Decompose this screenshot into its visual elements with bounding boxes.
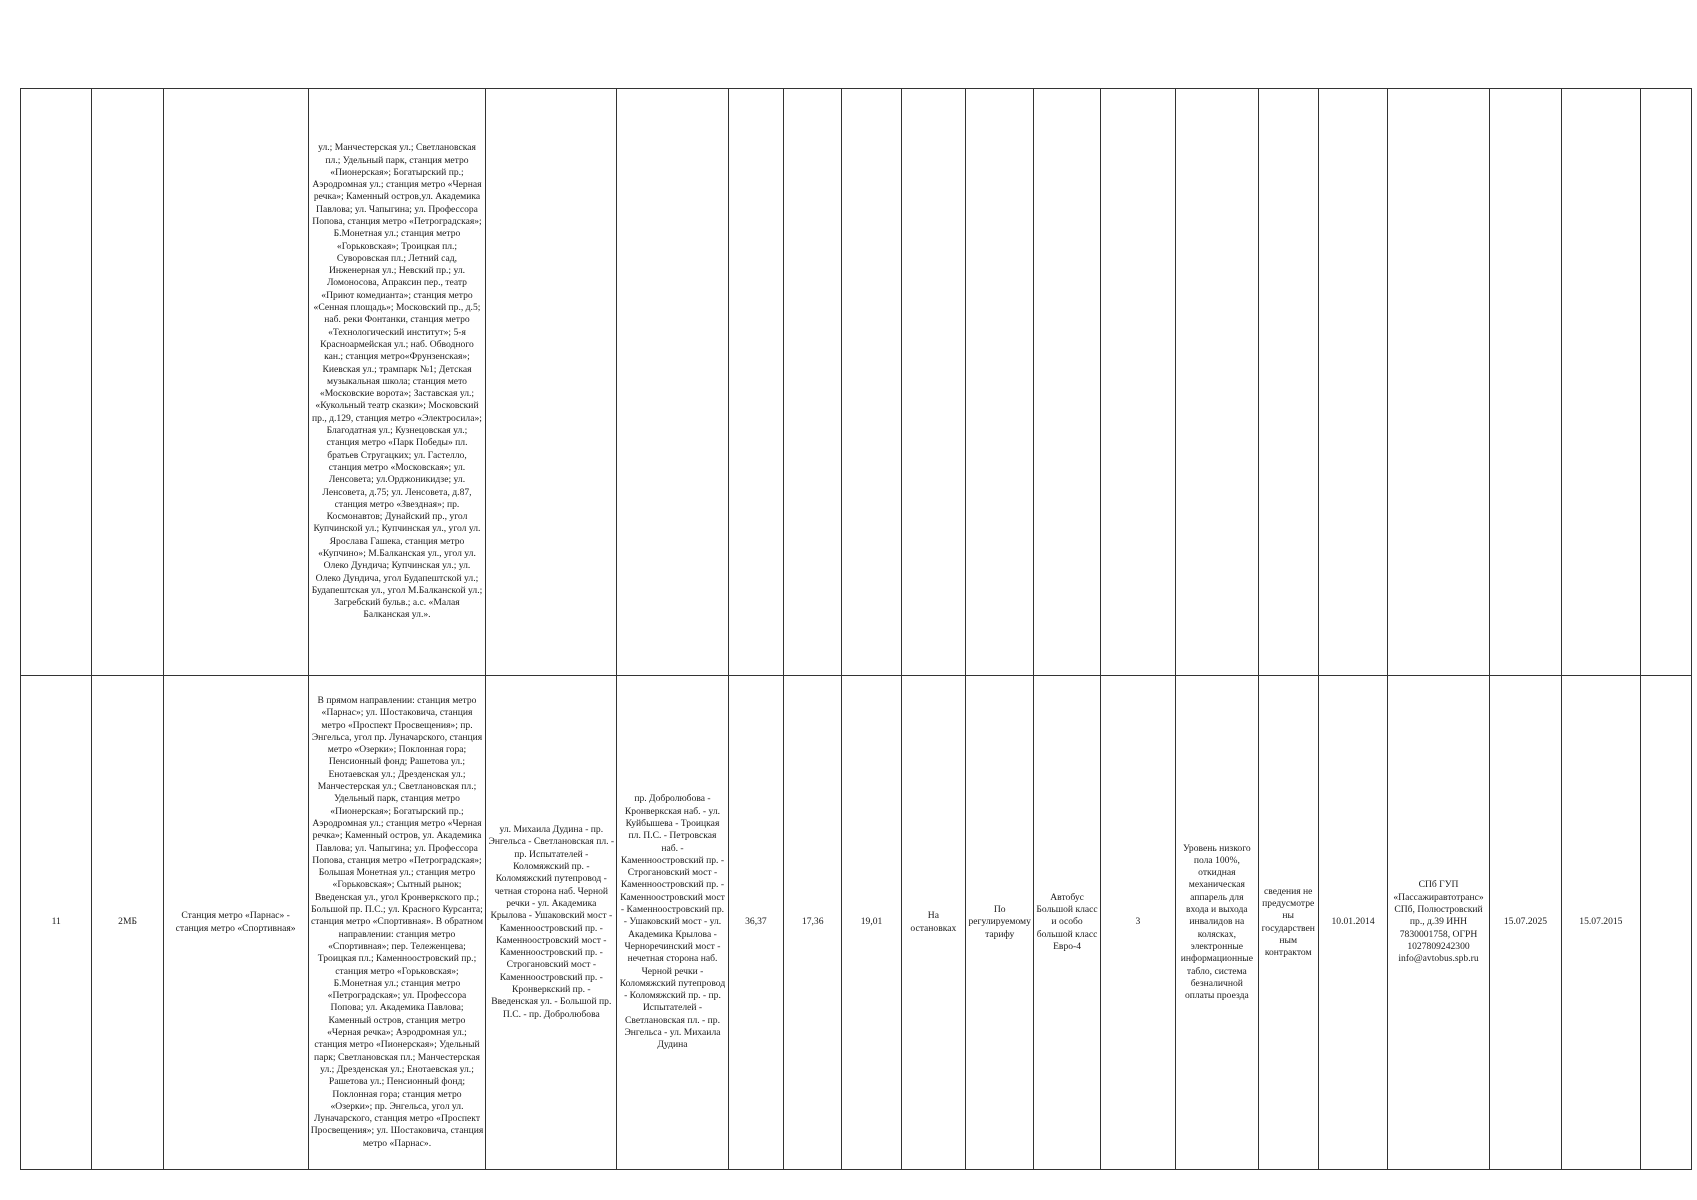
cell-vehicle: Автобус Большой класс и особо большой класс Евро-4 [1034, 676, 1100, 1170]
cell-note [1640, 676, 1691, 1170]
cell-length-total [842, 89, 901, 676]
cell-date1: 15.07.2025 [1489, 676, 1561, 1170]
cell-extra: сведения не предусмотрены государственным контрактом [1258, 676, 1318, 1170]
cell-num: 11 [21, 676, 92, 1170]
cell-streets-forward: ул. Михаила Дудина - пр. Энгельса - Светлановская пл. - пр. Испытателей - Коломяжский пр. - Коломяжский путепровод - четная сторона наб. Черной речки - ул. Академика Крылова - Ушаковский мост - Каменноостровский пр. - Каменноостровский мост - Каменноостровский пр. - Строгановский мост - Каменноостровский пр. - Кронверкский пр. - Введенская ул. - Большой пр. П.С. - пр. Добролюбова [486, 676, 617, 1170]
cell-date2 [1562, 89, 1640, 676]
cell-streets-forward [486, 89, 617, 676]
cell-extra [1258, 89, 1318, 676]
cell-length-forward: 36,37 [728, 676, 783, 1170]
cell-streets-back: пр. Добролюбова - Кронверкская наб. - ул. Куйбышева - Троицкая пл. П.С. - Петровская наб. - Каменноостровский пр. - Строгановский мост - Каменноостровский пр. - Каменноостровский мост - Каменноостровский пр. - Ушаковский мост - ул. Академика Крылова - Черноречинский мост - нечетная сторона наб. Черной речки - Коломяжский путепровод - Коломяжский пр. - пр. Испытателей - Светлановская пл. - пр. Энгельса - ул. Михаила Дудина [617, 676, 729, 1170]
table-row [21, 89, 1692, 676]
cell-length-back [784, 89, 842, 676]
cell-route [92, 89, 163, 676]
cell-start-date [1318, 89, 1387, 676]
cell-note [1640, 89, 1691, 676]
cell-streets-back [617, 89, 729, 676]
cell-length-forward [728, 89, 783, 676]
cell-carrier: СПб ГУП «Пассажиравтотранс» СПб, Полюстровский пр., д.39 ИНН 7830001758, ОГРН 1027809242300 info@avtobus.spb.ru [1388, 676, 1490, 1170]
cell-length-back: 17,36 [784, 676, 842, 1170]
cell-start-date: 10.01.2014 [1318, 676, 1387, 1170]
cell-stop-order [901, 89, 965, 676]
cell-characteristics: Уровень низкого пола 100%, откидная механическая аппарель для входа и выхода инвалидов на колясках, электронные информационные табло, система безналичной оплаты проезда [1176, 676, 1258, 1170]
cell-name [163, 89, 308, 676]
cell-carrier [1388, 89, 1490, 676]
cell-stops: ул.; Манчестерская ул.; Светлановская пл.; Удельный парк, станция метро «Пионерская»; Богатырский пр.; Аэродромная ул.; станция метро «Черная речка»; Каменный остров,ул. Академика Павлова; ул. Чапыгина; ул. Профессора Попова, станция метро «Петроградская»; Б.Монетная ул.; станция метро «Горьковская»; Троицкая пл.; Суворовская пл.; Летний сад, Инженерная ул.; Невский пр.; ул. Ломоносова, Апраксин пер., театр «Приют комедианта»; станция метро «Сенная площадь»; Московский пр., д.5; наб. реки Фонтанки, станция метро «Технологический институт»; 5-я Красноармейская ул.; наб. Обводного кан.; станция метро«Фрунзенская»; Киевская ул.; трампарк №1; Детская музыкальная школа; станция мето «Московские ворота»; Заставская ул.; «Кукольный театр сказки»; Московский пр., д.129, станция метро «Электросила»; Благодатная ул.; Кузнецовская ул.; станция метро «Парк Победы» пл. братьев Стругацких; ул. Гастелло, станция метро «Московская»; ул. Ленсовета; ул.Орджоникидзе; ул. Ленсовета, д.75; ул. Ленсовета, д.87, станция метро «Звездная»; пр. Космонавтов; Дунайский пр., угол Купчинской ул.; Купчинская ул., угол ул. Ярослава Гашека, станция метро «Купчино»; М.Балканская ул., угол ул. Олеко Дундича; Купчинская ул.; ул. Олеко Дундича, угол Будапештской ул.; Будапештская ул., угол М.Балканской ул.; Загребский бульв.; а.с. «Малая Балканская ул.». [308, 89, 486, 676]
cell-route: 2МБ [92, 676, 163, 1170]
cell-count: 3 [1100, 676, 1175, 1170]
cell-stop-order: На остановках [901, 676, 965, 1170]
cell-count [1100, 89, 1175, 676]
cell-length-total: 19,01 [842, 676, 901, 1170]
cell-fare [966, 89, 1034, 676]
cell-num [21, 89, 92, 676]
table-row [21, 676, 1692, 1170]
cell-characteristics [1176, 89, 1258, 676]
cell-date1 [1489, 89, 1561, 676]
cell-name: Станция метро «Парнас» - станция метро «Спортивная» [163, 676, 308, 1170]
cell-date2: 15.07.2015 [1562, 676, 1640, 1170]
cell-vehicle [1034, 89, 1100, 676]
cell-fare: По регулируемому тарифу [966, 676, 1034, 1170]
cell-stops: В прямом направлении: станция метро «Парнас»; ул. Шостаковича, станция метро «Проспект Просвещения»; пр. Энгельса, угол пр. Луначарского, станция метро «Озерки»; Поклонная гора; Пенсионный фонд; Рашетова ул.; Енотаевская ул.; Дрезденская ул.; Манчестерская ул.; Светлановская пл.; Удельный парк, станция метро «Пионерская»; Богатырский пр.; Аэродромная ул.; станция метро «Черная речка»; Каменный остров, ул. Академика Павлова; ул. Чапыгина; ул. Профессора Попова, станция метро «Петроградская»; Большая Монетная ул.; станция метро «Горьковская»; Сытный рынок; Введенская ул., угол Кронверкского пр.; Большой пр. П.С.; ул. Красного Курсанта; станция метро «Спортивная». В обратном направлении: станция метро «Спортивная»; пер. Тележенцева; Троицкая пл.; Каменноостровский пр.; станция метро «Горьковская»; Б.Монетная ул.; станция метро «Петроградская»; ул. Профессора Попова; ул. Академика Павлова; Каменный остров, станция метро «Черная речка»; Аэродромная ул.; станция метро «Пионерская»; Удельный парк; Светлановская пл.; Манчестерская ул.; Дрезденская ул.; Енотаевская ул.; Рашетова ул.; Пенсионный фонд; Поклонная гора; станция метро «Озерки»; пр. Энгельса, угол ул. Луначарского, станция метро «Проспект Просвещения»; ул. Шостаковича, станция метро «Парнас». [308, 676, 486, 1170]
register-table [20, 88, 1692, 1170]
